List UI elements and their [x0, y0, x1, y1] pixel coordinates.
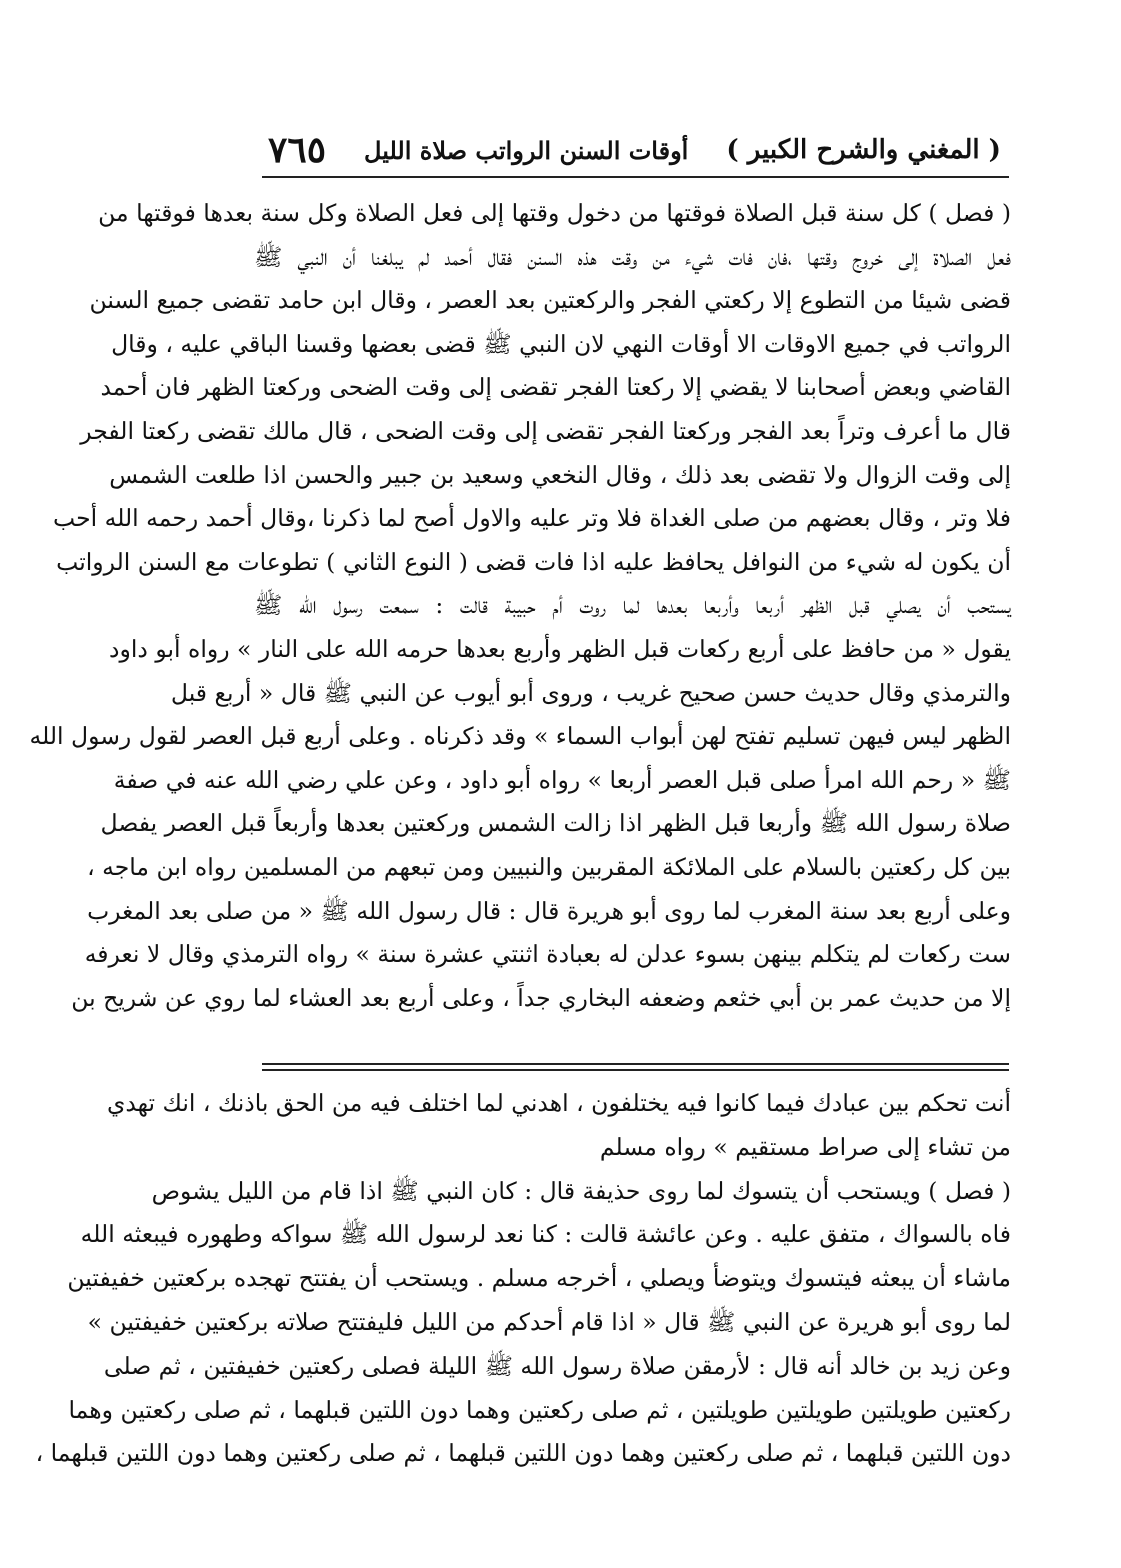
section-divider	[262, 1063, 1009, 1065]
text-line: قال ما أعرف وتراً بعد الفجر وركعتا الفجر تقضى إلى وقت الضحى ، قال مالك تقضى ركعتا الفجر	[80, 416, 1011, 445]
text-line: وعلى أربع بعد سنة المغرب لما روى أبو هريرة قال : قال رسول الله ﷺ « من صلى بعد المغرب	[87, 896, 1011, 925]
main-text	[29, 192, 1011, 1020]
text-line: لما روى أبو هريرة عن النبي ﷺ قال « اذا قام أحدكم من الليل فليفتتح صلاته بركعتين خفيفتين »	[87, 1307, 1011, 1336]
text-line: إلا من حديث عمر بن أبي خثعم وضعفه البخاري جداً ، وعلى أربع بعد العشاء لما روي عن شريح بن	[71, 983, 1011, 1012]
text-line: بين كل ركعتين بالسلام على الملائكة المقربين والنبيين ومن تبعهم من المسلمين رواه ابن ماجه ،	[87, 852, 1011, 881]
text-line: ست ركعات لم يتكلم بينهن بسوء عدلن له بعبادة اثنتي عشرة سنة » رواه الترمذي وقال لا نعرفه	[84, 940, 1011, 969]
text-line: القاضي وبعض أصحابنا لا يقضي إلا ركعتا الفجر تقضى إلى وقت الضحى وركعتا الظهر فان أحمد	[100, 373, 1011, 402]
book-title: ( المغني والشرح الكبير )	[726, 135, 1001, 165]
text-line: ماشاء أن يبعثه فيتسوك ويتوضأ ويصلي ، أخرجه مسلم . ويستحب أن يفتتح تهجده بركعتين خفيفتين	[67, 1264, 1011, 1293]
text-line: والترمذي وقال حديث حسن صحيح غريب ، وروى أبو أيوب عن النبي ﷺ قال « أربع قبل	[170, 678, 1011, 707]
text-line: ( فصل ) كل سنة قبل الصلاة فوقتها من دخول وقتها إلى فعل الصلاة وكل سنة بعدها فوقتها من	[98, 199, 1011, 227]
section-divider	[262, 1069, 1009, 1071]
text-line: الرواتب في جميع الاوقات الا أوقات النهي لان النبي ﷺ قضى بعضها وقسنا الباقي عليه ، وقال	[111, 329, 1011, 358]
text-line: يستحب أن يصلي قبل الظهر أربعا وأربعا بعدها لما روت أم حبيبة قالت : سمعت رسول الله ﷺ	[254, 591, 1011, 620]
page-header	[268, 128, 1001, 172]
text-line: ركعتين طويلتين طويلتين طويلتين ، ثم صلى ركعتين وهما دون اللتين قبلهما ، ثم صلى ركعتين وهما	[68, 1395, 1011, 1424]
section-title: أوقات السنن الرواتب صلاة الليل	[364, 135, 689, 165]
header-rule	[262, 176, 1009, 178]
text-line: أنت تحكم بين عبادك فيما كانوا فيه يختلفون ، اهدني لما اختلف فيه من الحق باذنك ، انك تهدي	[106, 1089, 1011, 1117]
text-line: فلا وتر ، وقال بعضهم من صلى الغداة فلا وتر عليه والاول أصح لما ذكرنا ،وقال أحمد رحمه الله أحب	[53, 504, 1011, 533]
page-number: ٧٦٥	[268, 129, 327, 171]
text-line: ( فصل ) ويستحب أن يتسوك لما روى حذيفة قال : كان النبي ﷺ اذا قام من الليل يشوص	[151, 1176, 1011, 1205]
text-line: فاه بالسواك ، متفق عليه . وعن عائشة قالت : كنا نعد لرسول الله ﷺ سواكه وطهوره فيبعثه الله	[80, 1220, 1011, 1249]
text-line: أن يكون له شيء من النوافل يحافظ عليه اذا فات قضى ( النوع الثاني ) تطوعات مع السنن الرواتب	[56, 547, 1011, 576]
text-line: من تشاء إلى صراط مستقيم » رواه مسلم	[599, 1132, 1011, 1161]
text-line: فعل الصلاة إلى خروج وقتها ،فان فات شيء من وقت هذه السنن فقال أحمد لم يبلغنا أن النبي ﷺ	[254, 242, 1011, 271]
text-line: صلاة رسول الله ﷺ وأربعا قبل الظهر اذا زالت الشمس وركعتين بعدها وأربعاً قبل العصر يفصل	[100, 809, 1011, 838]
text-line: ﷺ « رحم الله امرأ صلى قبل العصر أربعا » رواه أبو داود ، وعن علي رضي الله عنه في صفة	[113, 765, 1011, 794]
text-line: دون اللتين قبلهما ، ثم صلى ركعتين وهما دون اللتين قبلهما ، ثم صلى ركعتين وهما دون اللتين قبلهما ،	[35, 1439, 1011, 1468]
text-line: قضى شيئا من التطوع إلا ركعتي الفجر والركعتين بعد العصر ، وقال ابن حامد تقضى جميع السنن	[89, 286, 1011, 315]
text-line: يقول « من حافظ على أربع ركعات قبل الظهر وأربع بعدها حرمه الله على النار » رواه أبو داود	[109, 634, 1011, 663]
text-line: إلى وقت الزوال ولا تقضى بعد ذلك ، وقال النخعي وسعيد بن جبير والحسن اذا طلعت الشمس	[109, 460, 1011, 489]
lower-text	[35, 1082, 1011, 1476]
text-line: الظهر ليس فيهن تسليم تفتح لهن أبواب السماء » وقد ذكرناه . وعلى أربع قبل العصر لقول رسول الله	[29, 722, 1011, 751]
text-line: وعن زيد بن خالد أنه قال : لأرمقن صلاة رسول الله ﷺ الليلة فصلى ركعتين خفيفتين ، ثم صلى	[103, 1351, 1011, 1380]
